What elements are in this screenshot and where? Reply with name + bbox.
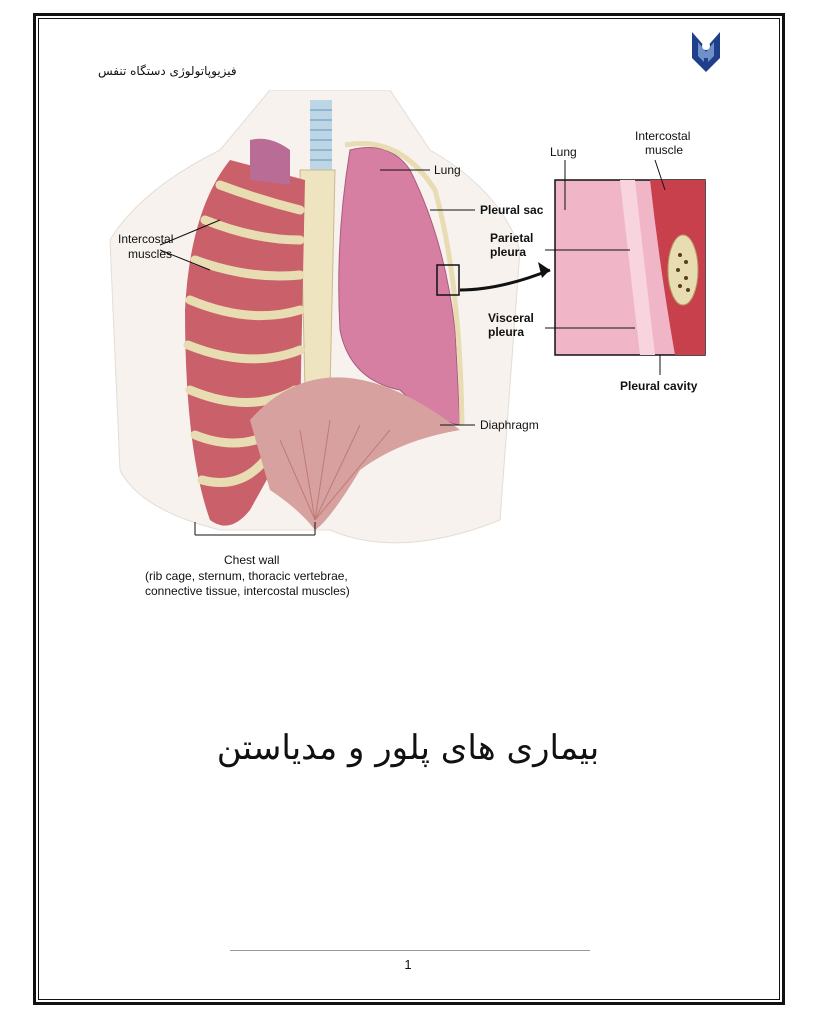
label-intercostal-muscles-2: muscles (128, 247, 173, 261)
label-intercostal-muscles-1: Intercostal (118, 232, 174, 246)
header-title: فیزیوپاتولوژی دستگاه تنفس (98, 64, 237, 78)
label-chest-wall-3: connective tissue, intercostal muscles) (145, 584, 350, 598)
document-title: بیماری های پلور و مدیاستن (216, 728, 600, 768)
label-inset-lung: Lung (550, 145, 577, 159)
label-pleural-sac: Pleural sac (480, 203, 544, 217)
label-inset-intercostal-2: muscle (645, 143, 684, 157)
label-diaphragm: Diaphragm (480, 418, 539, 432)
page-number: 1 (404, 957, 412, 972)
label-chest-wall-1: Chest wall (224, 553, 280, 567)
label-lung: Lung (434, 163, 461, 177)
pleura-inset (555, 180, 705, 355)
label-visceral-pleura-1: Visceral (488, 311, 534, 325)
label-chest-wall-2: (rib cage, sternum, thoracic vertebrae, (145, 569, 348, 583)
label-parietal-pleura-2: pleura (490, 245, 527, 259)
footer-divider (230, 950, 590, 951)
label-pleural-cavity: Pleural cavity (620, 379, 698, 393)
label-parietal-pleura-1: Parietal (490, 231, 534, 245)
sternum-shape (300, 170, 335, 405)
label-visceral-pleura-2: pleura (488, 325, 525, 339)
pleura-anatomy-figure (100, 90, 720, 610)
university-logo-icon (688, 28, 724, 76)
label-inset-intercostal-1: Intercostal (635, 129, 691, 143)
